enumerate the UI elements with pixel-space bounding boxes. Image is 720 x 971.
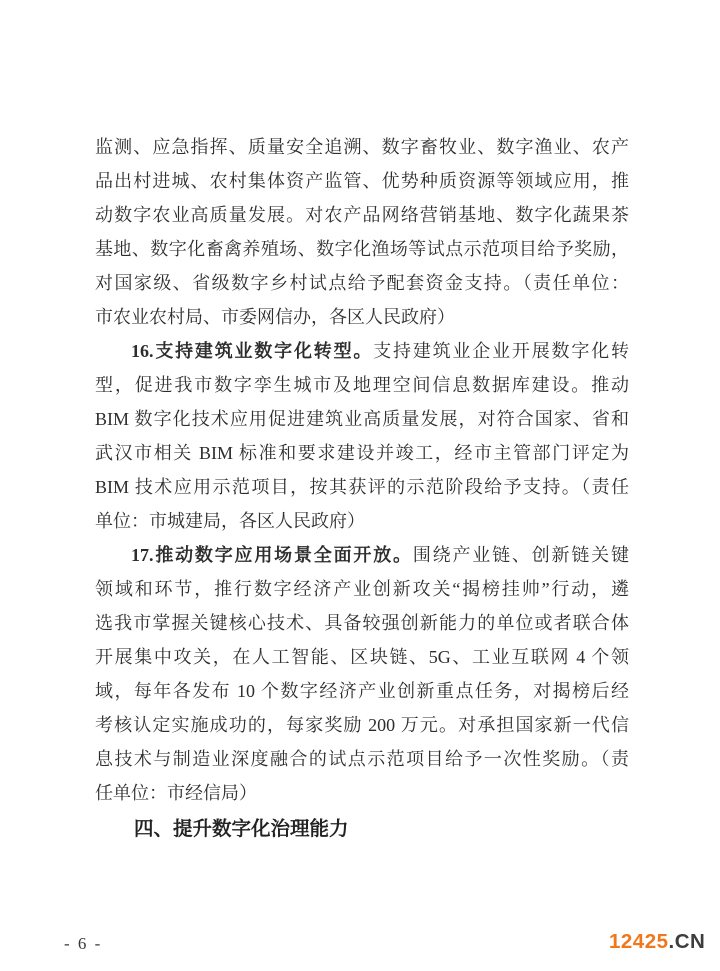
watermark-primary: 12425: [609, 930, 669, 953]
text-line: 域，每年各发布 10 个数字经济产业创新重点任务，对揭榜后经: [95, 681, 629, 701]
text-line: 领域和环节，推行数字经济产业创新攻关“揭榜挂帅”行动，遴: [95, 579, 629, 599]
text-line: 型，促进我市数字孪生城市及地理空间信息数据库建设。推动: [95, 375, 629, 395]
site-watermark: [609, 930, 705, 954]
text-line: 选我市掌握关键核心技术、具备较强创新能力的单位或者联合体: [95, 613, 629, 633]
item-16-title: 16.支持建筑业数字化转型。: [131, 341, 374, 361]
text-line: 市农业农村局、市委网信办，各区人民政府）: [95, 307, 455, 327]
text-line: 基地、数字化畜禽养殖场、数字化渔场等试点示范项目给予奖励，: [95, 239, 629, 259]
text-line: 任单位：市经信局）: [95, 783, 257, 803]
text-line-item-17: 17.推动数字应用场景全面开放。围绕产业链、创新链关键: [131, 545, 629, 565]
text-line: 开展集中攻关，在人工智能、区块链、5G、工业互联网 4 个领: [95, 647, 629, 667]
text-line: BIM 数字化技术应用促进建筑业高质量发展，对符合国家、省和: [95, 409, 629, 429]
text-line: 单位：市城建局，各区人民政府）: [95, 511, 365, 531]
text-line: 品出村进城、农村集体资产监管、优势种质资源等领域应用，推: [95, 171, 629, 191]
text-line: 考核认定实施成功的，每家奖励 200 万元。对承担国家新一代信: [95, 715, 629, 735]
text-line: 动数字农业高质量发展。对农产品网络营销基地、数字化蔬果茶: [95, 205, 629, 225]
item-17-title: 17.推动数字应用场景全面开放。: [131, 545, 413, 565]
text-line-item-16: 16.支持建筑业数字化转型。支持建筑业企业开展数字化转: [131, 341, 629, 361]
text-line: 对国家级、省级数字乡村试点给予配套资金支持。（责任单位：: [95, 273, 629, 293]
text-line: BIM 技术应用示范项目，按其获评的示范阶段给予支持。（责任: [95, 477, 629, 497]
document-body: [95, 130, 629, 846]
page-number: - 6 -: [64, 934, 103, 953]
watermark-suffix: .CN: [668, 930, 706, 953]
text-line: 息技术与制造业深度融合的试点示范项目给予一次性奖励。（责: [95, 749, 629, 769]
text-line: 监测、应急指挥、质量安全追溯、数字畜牧业、数字渔业、农产: [95, 137, 629, 157]
section-heading-4: 四、提升数字化治理能力: [134, 818, 349, 840]
text-line: 武汉市相关 BIM 标准和要求建设并竣工，经市主管部门评定为: [95, 443, 629, 463]
